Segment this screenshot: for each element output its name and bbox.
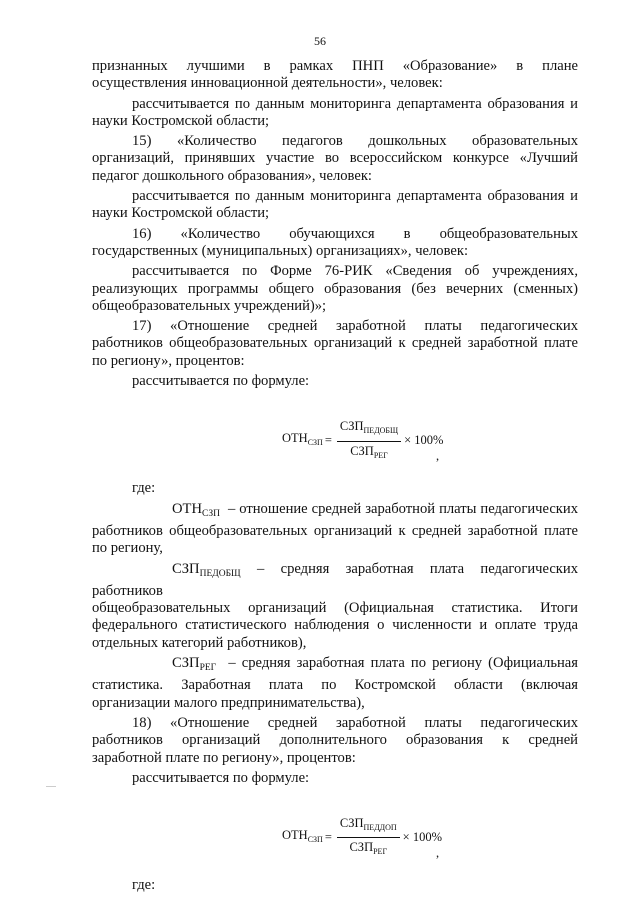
item-16-heading: 16) «Количество обучающихся в общеобразовательных	[132, 225, 578, 242]
text-line: рассчитывается по формуле:	[132, 373, 310, 390]
scan-mark	[46, 786, 56, 787]
text-line: заработной плате по региону», процентов:	[92, 749, 356, 766]
definition-szp-reg: $СЗП_{РЕГ}$ – средняя заработная плата по региону (Официальная	[92, 655, 578, 677]
text-line: государственных (муниципальных) организациях», человек:	[92, 242, 469, 259]
term-szp-pedobsh: $СЗП_{ПЕДОБЩ}$	[172, 560, 241, 579]
item-18-heading: 18) «Отношение средней заработной платы педагогических	[132, 714, 578, 731]
text-line: организации малого предпринимательства),	[92, 694, 365, 711]
text-line: рассчитывается по формуле:	[132, 769, 310, 786]
term-szp-reg: $СЗП_{РЕГ}$	[172, 655, 217, 674]
page-number: 56	[314, 34, 326, 48]
text-line: признанных лучшими в рамках ПНП «Образование» в плане	[92, 58, 578, 74]
text-line: статистика. Заработная плата по Костромской области (включая	[92, 677, 578, 694]
formula-2	[92, 787, 578, 877]
item-17-heading: 17) «Отношение средней заработной платы педагогических	[132, 318, 578, 335]
text-line: работников общеобразовательных организаций к средней заработной плате	[92, 335, 578, 352]
text-line: осуществления инновационной деятельности», человек:	[92, 75, 443, 92]
equals-sign: =	[324, 830, 332, 845]
text-line: педагог дошкольного образования», человек:	[92, 167, 372, 184]
text-line: общеобразовательных учреждений)»;	[92, 297, 327, 314]
multiplier: × 100%	[402, 830, 443, 845]
formula-lhs: $ОТН_{СЗП}$	[282, 431, 323, 448]
numerator: $СЗП_{ПЕДДОП}$	[339, 816, 397, 833]
denominator: $СЗП_{РЕГ}$	[349, 840, 388, 857]
page-content	[92, 58, 578, 894]
text-line: рассчитывается по Форме 76-РИК «Сведения об учреждениях,	[132, 263, 578, 280]
text-line: организаций, принявших участие во всероссийском конкурсе «Лучший	[92, 150, 578, 167]
text-line: федерального статистического наблюдения о численности и оплате труда	[92, 617, 578, 634]
text-line: работников общеобразовательных организаций к средней заработной плате	[92, 522, 578, 539]
text-line: науки Костромской области;	[92, 205, 270, 222]
denominator: $СЗП_{РЕГ}$	[350, 443, 388, 460]
item-15-heading: 15) «Количество педагогов дошкольных образовательных	[132, 133, 578, 150]
text-line: по региону», процентов:	[92, 352, 245, 369]
numerator: $СЗП_{ПЕДОБЩ}$	[339, 419, 399, 436]
text-line: реализующих программы общего образования (без вечерних (сменных)	[92, 280, 578, 297]
text-line: работников организаций дополнительного образования к средней	[92, 732, 578, 749]
text-line: где:	[132, 877, 156, 894]
text-line: рассчитывается по данным мониторинга департамента образования и	[132, 95, 578, 112]
fraction	[337, 418, 401, 464]
formula-comma: ,	[436, 846, 440, 861]
formula-1	[92, 390, 578, 480]
fraction	[337, 815, 400, 861]
text-line: где:	[132, 480, 156, 497]
term-otn: $ОТН_{СЗП}$	[172, 500, 220, 519]
definition-szp-pedobsh: $СЗП_{ПЕДОБЩ}$ – средняя заработная плата педагогических работников	[92, 560, 578, 599]
text-line: отдельных категорий работников),	[92, 634, 307, 651]
formula-lhs: $ОТН_{СЗП}$	[282, 828, 323, 845]
definition-otn: $ОТН_{СЗП}$ – отношение средней заработной платы педагогических	[92, 501, 578, 523]
text-line: науки Костромской области;	[92, 112, 270, 129]
text-line: общеобразовательных организаций (Официальная статистика. Итоги	[92, 600, 578, 617]
multiplier: × 100%	[404, 433, 444, 448]
text-line: рассчитывается по данным мониторинга департамента образования и	[132, 188, 578, 205]
formula-comma: ,	[436, 449, 440, 464]
text-line: по региону,	[92, 540, 163, 557]
equals-sign: =	[324, 433, 332, 448]
